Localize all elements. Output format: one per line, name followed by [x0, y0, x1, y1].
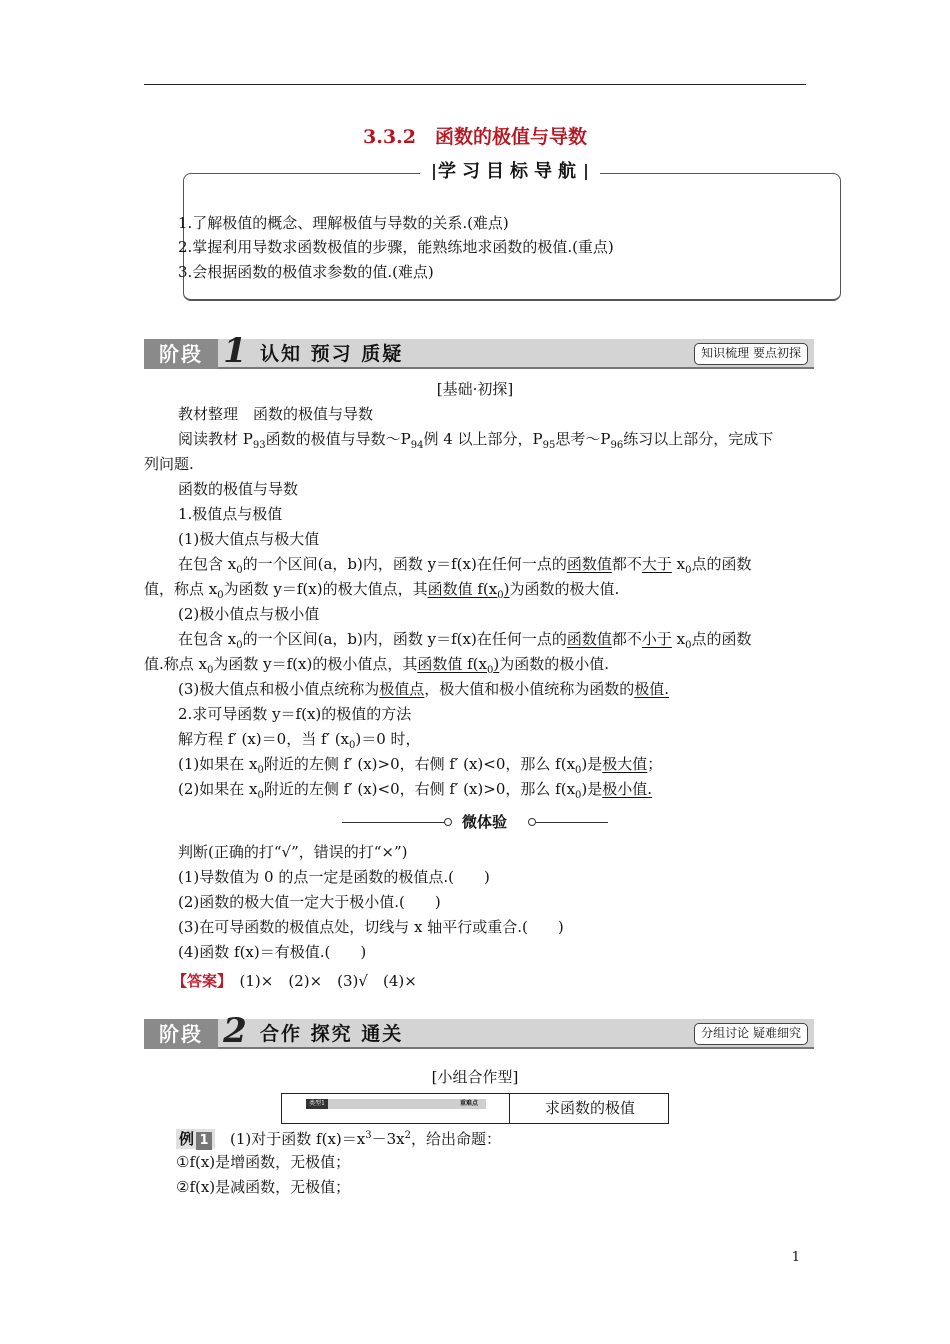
max-l2-u2: )	[503, 580, 510, 598]
reading-line-2: 列问题.	[144, 455, 194, 473]
example-b: －3x	[371, 1130, 405, 1148]
min-l2-underline	[417, 655, 500, 676]
point-1: 1.极值点与极值	[178, 505, 283, 523]
min-line-2	[144, 654, 609, 681]
sub-zero: 0	[575, 790, 582, 801]
reading-d: 思考～P	[555, 430, 611, 448]
page-number: 1	[791, 1250, 800, 1265]
min-a: 在包含 x	[178, 630, 237, 648]
min-l2-c: 为函数的极小值.	[499, 655, 609, 673]
sub-zero: 0	[236, 565, 243, 576]
stage2-number: 2	[223, 1011, 247, 1051]
solve-b: )＝0 时，	[355, 730, 421, 748]
max-l2-c: 为函数的极大值.	[509, 580, 620, 598]
stage1-tag: 阶段	[144, 339, 218, 369]
max-l2-a: 值，称点 x	[144, 580, 218, 598]
cond2-b: 附近的左侧 f′ (x)<0，右侧 f′ (x)>0，那么 f(x	[263, 780, 576, 798]
quiz-item: (3)在可导函数的极值点处，切线与 x 轴平行或重合.( )	[178, 918, 564, 936]
max-e: 点的函数	[691, 555, 752, 573]
stage2-name: 合作 探究 通关	[260, 1023, 404, 1045]
reading-line	[178, 429, 773, 456]
section-number: 3.3.2	[363, 126, 416, 148]
example-tag	[176, 1129, 215, 1149]
reading-sub3: 95	[542, 440, 556, 451]
cond2-a: (2)如果在 x	[178, 780, 258, 798]
quiz-item: (1)导数值为 0 的点一定是函数的极值点.( )	[178, 868, 490, 886]
example-sup1: 3	[365, 1130, 372, 1141]
solve-line	[178, 729, 421, 756]
sub-zero: 0	[257, 790, 264, 801]
stage2-pill: 分组讨论 疑难细究	[694, 1023, 808, 1045]
quiz-instruction: 判断(正确的打“√”，错误的打“×”)	[178, 843, 408, 861]
quiz-label: 微体验	[462, 813, 508, 831]
stage2-subtitle: [小组合作型]	[431, 1068, 519, 1086]
reading-a: 阅读教材 P	[178, 430, 253, 448]
example-c: ，给出命题：	[411, 1130, 502, 1148]
sub3-u1: 极值点	[379, 680, 425, 698]
type-title: 求函数的极值	[544, 1099, 635, 1117]
cond2-u: 极小值.	[602, 780, 653, 798]
quiz-answer	[172, 971, 417, 991]
stage2-banner	[144, 1011, 814, 1051]
cond-2	[178, 779, 652, 806]
quiz-item: (4)函数 f(x)＝有极值.( )	[178, 943, 367, 961]
min-l2-u2: )	[493, 655, 500, 673]
proposition-2: ②f(x)是减函数，无极值；	[176, 1178, 351, 1196]
max-line-1	[178, 554, 752, 581]
goal-item: 2.掌握利用导数求函数极值的步骤，能熟练地求函数的极值.(重点)	[178, 238, 614, 256]
min-line-1	[178, 629, 752, 656]
max-l2-u: 函数值 f(x	[427, 580, 498, 598]
cond1-b: 附近的左侧 f′ (x)>0，右侧 f′ (x)<0，那么 f(x	[263, 755, 576, 773]
section-title	[0, 122, 950, 149]
max-u1: 函数值	[566, 555, 612, 573]
min-l2-u: 函数值 f(x	[417, 655, 487, 673]
reading-sub2: 94	[410, 440, 424, 451]
max-d: x	[671, 555, 686, 573]
stage2-tag: 阶段	[144, 1019, 218, 1049]
sub3-a: (3)极大值点和极小值点统称为	[178, 680, 380, 698]
sub3-u2: 极值.	[634, 680, 670, 698]
stage1-heading: 教材整理 函数的极值与导数	[178, 405, 374, 423]
max-c: 都不	[611, 555, 642, 573]
stage1-number: 1	[223, 331, 247, 371]
reading-sub1: 93	[252, 440, 266, 451]
cond1-c: )是	[581, 755, 603, 773]
min-u1: 函数值	[566, 630, 612, 648]
goals-bar-left-icon	[433, 164, 435, 180]
cond2-c: )是	[581, 780, 603, 798]
min-u2: 小于	[641, 630, 672, 648]
sub-zero: 0	[575, 765, 582, 776]
solve-a: 解方程 f′ (x)＝0，当 f′ (x	[178, 730, 350, 748]
max-line-2	[144, 579, 619, 606]
goals-bar-right-icon	[585, 164, 587, 180]
example-tag-text: 例	[179, 1130, 195, 1148]
sub-zero: 0	[486, 665, 494, 676]
type-box-left	[282, 1094, 510, 1123]
max-l2-underline	[427, 580, 510, 601]
title-text: 函数的极值与导数	[434, 126, 587, 148]
topic: 函数的极值与导数	[178, 480, 299, 498]
min-b: 的一个区间(a，b)内，函数 y＝f(x)在任何一点的	[242, 630, 567, 648]
sub-2: (2)极小值点与极小值	[178, 605, 320, 623]
sub-zero: 0	[349, 740, 356, 751]
point-2: 2.求可导函数 y＝f(x)的极值的方法	[178, 705, 412, 723]
sub-zero: 0	[497, 590, 504, 601]
example-sup2: 2	[404, 1130, 411, 1141]
quiz-dot-left-icon	[444, 818, 452, 826]
reading-b: 函数的极值与导数～P	[265, 430, 411, 448]
reading-sub4: 96	[610, 440, 624, 451]
quiz-item: (2)函数的极大值一定大于极小值.( )	[178, 893, 441, 911]
goal-item: 3.会根据函数的极值求参数的值.(难点)	[178, 263, 434, 281]
sub-zero: 0	[685, 565, 692, 576]
stage1-pill: 知识梳理 要点初探	[694, 343, 808, 365]
quiz-rule-right	[536, 822, 608, 823]
cond1-u: 极大值	[602, 755, 648, 773]
type-box	[281, 1093, 669, 1124]
quiz-dot-right-icon	[528, 818, 536, 826]
proposition-1: ①f(x)是增函数，无极值；	[176, 1153, 351, 1171]
stage1-subtitle: [基础·初探]	[436, 380, 514, 398]
quiz-rule-left	[342, 822, 450, 823]
sub-zero: 0	[685, 640, 692, 651]
cond-1	[178, 754, 662, 781]
sub-3	[178, 679, 669, 699]
min-d: x	[671, 630, 686, 648]
cond1-a: (1)如果在 x	[178, 755, 258, 773]
sub-zero: 0	[207, 665, 214, 676]
answer-text: (1)× (2)× (3)√ (4)×	[239, 972, 417, 990]
type-side: 重难点	[459, 1100, 478, 1107]
max-u2: 大于	[641, 555, 672, 573]
example-a: (1)对于函数 f(x)＝x	[230, 1130, 366, 1148]
reading-e: 练习以上部分，完成下	[623, 430, 774, 448]
header-rule	[144, 84, 806, 85]
max-a: 在包含 x	[178, 555, 237, 573]
sub-zero: 0	[257, 765, 264, 776]
example-number: 1	[196, 1132, 212, 1150]
reading-c: 例 4 以上部分，P	[423, 430, 543, 448]
stage1-banner	[144, 331, 814, 371]
stage1-name: 认知 预习 质疑	[260, 343, 404, 365]
max-b: 的一个区间(a，b)内，函数 y＝f(x)在任何一点的	[242, 555, 567, 573]
goals-label-text: 学习目标导航	[438, 161, 582, 182]
sub-1: (1)极大值点与极大值	[178, 530, 320, 548]
cond1-d: ；	[647, 755, 663, 773]
answer-tag: 【答案】	[172, 972, 225, 990]
min-c: 都不	[611, 630, 642, 648]
sub3-b: ，极大值和极小值统称为函数的	[424, 680, 635, 698]
example-1	[176, 1126, 501, 1149]
goals-label	[420, 158, 600, 186]
min-e: 点的函数	[691, 630, 752, 648]
sub-zero: 0	[236, 640, 243, 651]
goal-item: 1.了解极值的概念、理解极值与导数的关系.(难点)	[178, 214, 509, 232]
max-l2-b: 为函数 y＝f(x)的极大值点，其	[223, 580, 428, 598]
sub-zero: 0	[217, 590, 224, 601]
min-l2-a: 值.称点 x	[144, 655, 207, 673]
min-l2-b: 为函数 y＝f(x)的极小值点，其	[213, 655, 418, 673]
type-label: 类型1	[306, 1099, 328, 1109]
